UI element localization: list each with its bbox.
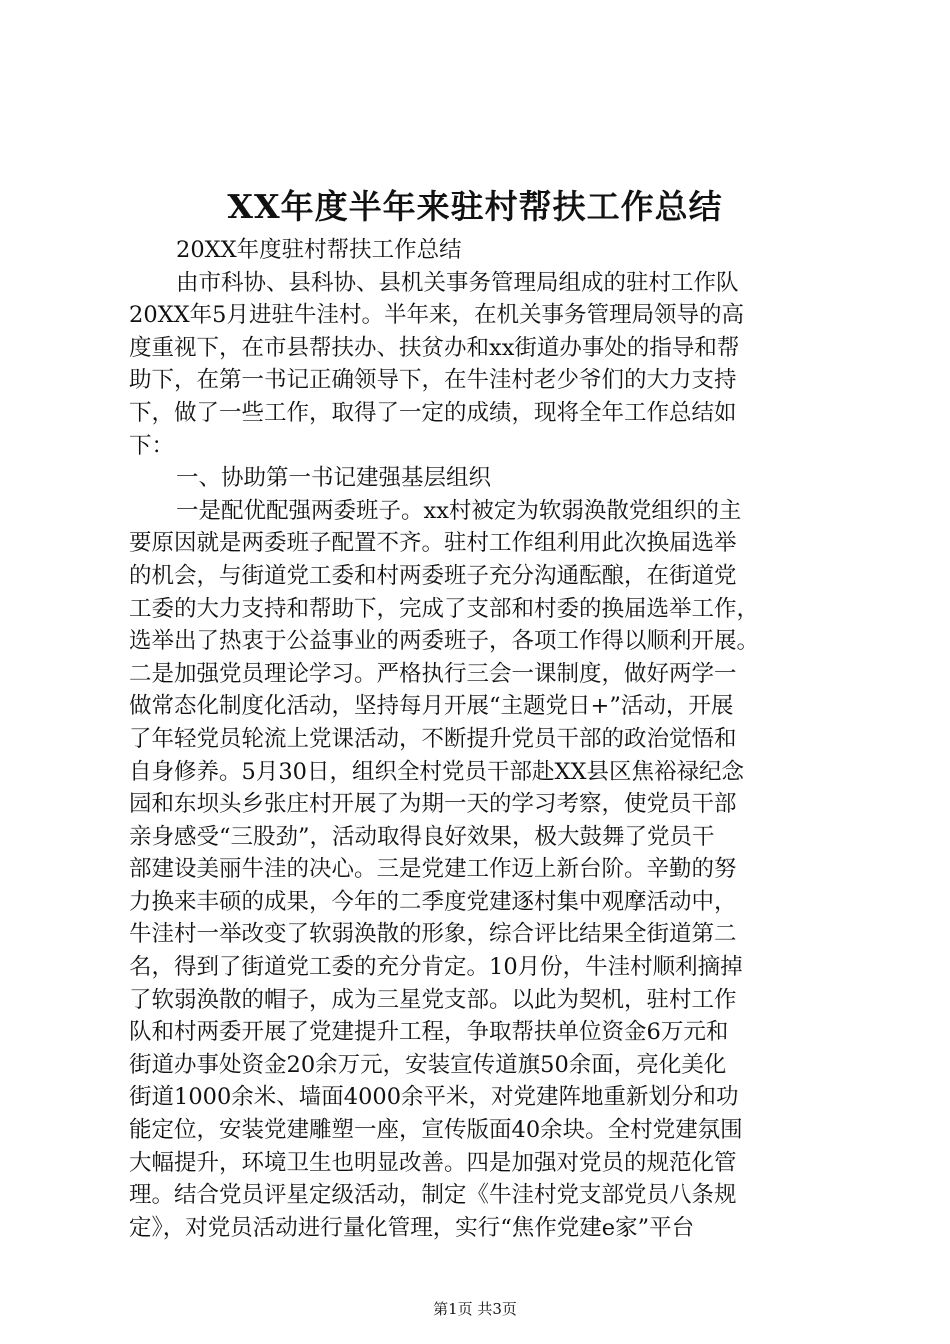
body-line: 由市科协、县科协、县机关事务管理局组成的驻村工作队 [176, 269, 739, 296]
body-line: 度重视下，在市县帮扶办、扶贫办和xx街道办事处的指导和帮 [129, 334, 740, 361]
body-line: 下： [129, 432, 175, 459]
body-line: 名，得到了街道党工委的充分肯定。10月份，牛洼村顺利摘掉 [129, 954, 743, 981]
body-line: 街道办事处资金20余万元，安装宣传道旗50余面，亮化美化 [129, 1051, 727, 1078]
body-line: 牛洼村一举改变了软弱涣散的形象，综合评比结果全街道第二 [129, 921, 737, 948]
body-line: 的机会，与街道党工委和村两委班子充分沟通酝酿，在街道党 [129, 562, 737, 589]
body-line: 能定位，安装党建雕塑一座，宣传版面40余块。全村党建氛围 [129, 1117, 743, 1144]
body-line: 亲身感受“三股劲”，活动取得良好效果，极大鼓舞了党员干 [129, 823, 715, 850]
page-footer: 第1页 共3页 [433, 1300, 517, 1318]
body-line: 工委的大力支持和帮助下，完成了支部和村委的换届选举工作， [129, 595, 760, 622]
body-line: 助下，在第一书记正确领导下，在牛洼村老少爷们的大力支持 [129, 367, 737, 394]
body-line: 一、协助第一书记建强基层组织 [176, 465, 492, 492]
body-line: 了年轻党员轮流上党课活动，不断提升党员干部的政治觉悟和 [129, 725, 737, 752]
body-line: 二是加强党员理论学习。严格执行三会一课制度，做好两学一 [129, 660, 737, 687]
body-line: 定》，对党员活动进行量化管理，实行“焦作党建e家”平台 [129, 1214, 695, 1241]
body-line: 队和村两委开展了党建提升工程，争取帮扶单位资金6万元和 [129, 1019, 729, 1046]
body-line: 选举出了热衷于公益事业的两委班子，各项工作得以顺利开展。 [129, 628, 760, 655]
body-line: 要原因就是两委班子配置不齐。驻村工作组利用此次换届选举 [129, 530, 737, 557]
body-line: 大幅提升，环境卫生也明显改善。四是加强对党员的规范化管 [129, 1149, 737, 1176]
body-line: 下，做了一些工作，取得了一定的成绩，现将全年工作总结如 [129, 399, 737, 426]
body-line: 一是配优配强两委班子。xx村被定为软弱涣散党组织的主 [176, 497, 742, 524]
body-line: 力换来丰硕的成果，今年的二季度党建逐村集中观摩活动中， [129, 888, 737, 915]
body-line: 部建设美丽牛洼的决心。三是党建工作迈上新台阶。辛勤的努 [129, 856, 737, 883]
body-line: 自身修养。5月30日，组织全村党员干部赴XX县区焦裕禄纪念 [129, 758, 744, 785]
document-body [129, 234, 829, 1244]
body-line: 了软弱涣散的帽子，成为三星党支部。以此为契机，驻村工作 [129, 986, 737, 1013]
document-title: XX年度半年来驻村帮扶工作总结 [227, 187, 723, 226]
body-line: 街道1000余米、墙面4000余平米，对党建阵地重新划分和功 [129, 1084, 739, 1111]
body-line: 理。结合党员评星定级活动，制定《牛洼村党支部党员八条规 [129, 1182, 737, 1209]
body-line: 做常态化制度化活动，坚持每月开展“主题党日+”活动，开展 [129, 693, 734, 720]
body-line: 20XX年度驻村帮扶工作总结 [176, 237, 462, 263]
body-line: 20XX年5月进驻牛洼村。半年来，在机关事务管理局领导的高 [129, 302, 744, 329]
body-line: 园和东坝头乡张庄村开展了为期一天的学习考察，使党员干部 [129, 791, 737, 818]
